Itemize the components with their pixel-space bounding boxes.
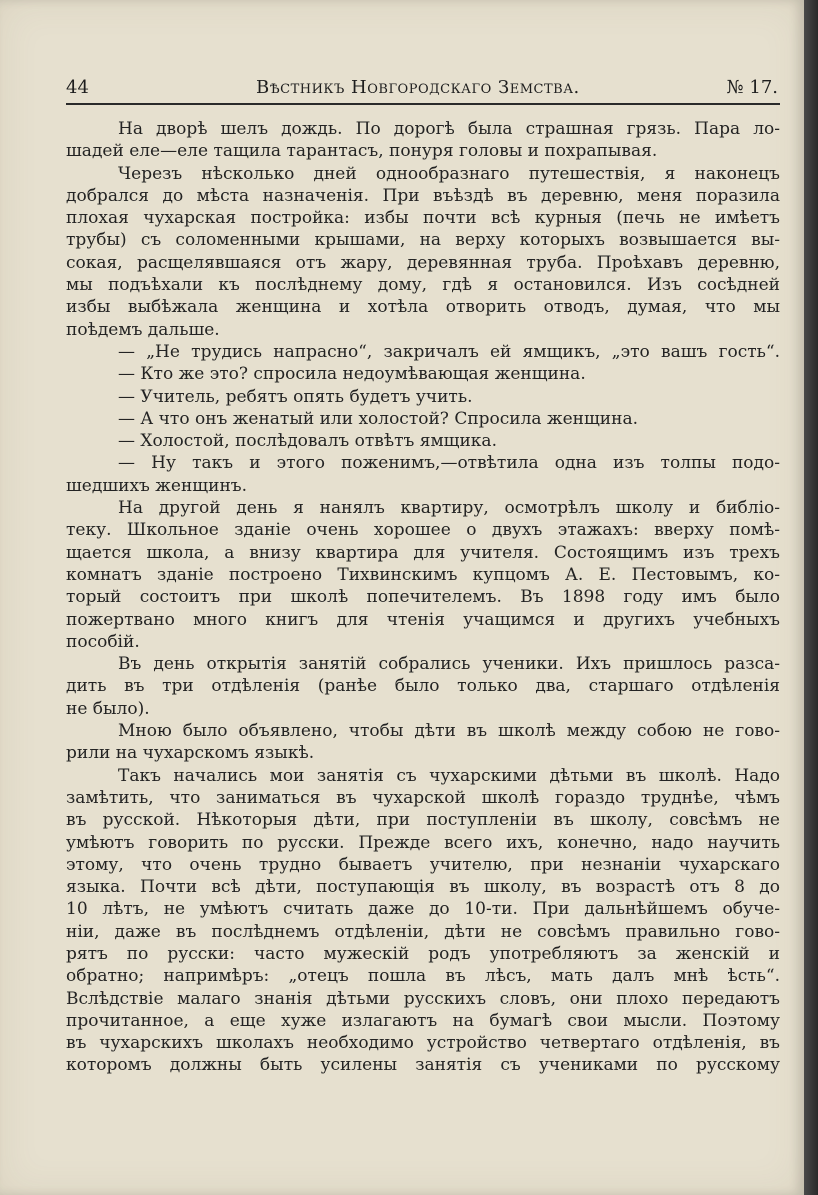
text-line: рятъ по русски: часто мужескій родъ употребляютъ за женскій и <box>66 943 780 964</box>
text-line: — Ну такъ и этого поженимъ,—отвѣтила одна изъ толпы подо- <box>118 453 780 474</box>
body-text <box>66 118 780 1077</box>
text-line: Черезъ нѣсколько дней однообразнаго путешествія, я наконецъ <box>118 163 780 184</box>
text-line: пожертвано много книгъ для чтенія учащимся и другихъ учебныхъ <box>66 609 780 630</box>
text-line: — Холостой, послѣдовалъ отвѣтъ ямщика. <box>118 431 497 452</box>
text-line: дить въ три отдѣленія (ранѣе было только два, старшаго отдѣленія <box>66 676 780 697</box>
text-line: теку. Школьное зданіе очень хорошее о двухъ этажахъ: вверху помѣ- <box>66 520 780 541</box>
text-line: Мною было объявлено, чтобы дѣти въ школѣ между собою не гово- <box>118 721 780 742</box>
text-line: — А что онъ женатый или холостой? Спросила женщина. <box>118 408 638 429</box>
text-line: рили на чухарскомъ языкѣ. <box>66 743 315 764</box>
text-line: Въ день открытія занятій собрались ученики. Ихъ пришлось разса- <box>118 654 780 675</box>
header-rule <box>66 103 780 105</box>
text-line: На другой день я нанялъ квартиру, осмотрѣлъ школу и библіо- <box>118 498 780 519</box>
text-line: — Учитель, ребятъ опять будетъ учить. <box>118 386 473 407</box>
running-header <box>66 74 778 104</box>
text-line: замѣтить, что заниматься въ чухарской школѣ гораздо труднѣе, чѣмъ <box>66 787 780 808</box>
text-line: плохая чухарская постройка: избы почти всѣ курныя (печь не имѣетъ <box>66 208 780 229</box>
text-line: 10 лѣтъ, не умѣютъ считать даже до 10-ти. При дальнѣйшемъ обуче- <box>66 899 780 920</box>
text-line: комнатъ зданіе построено Тихвинскимъ купцомъ А. Е. Пестовымъ, ко- <box>66 564 780 585</box>
text-line: обратно; напримѣръ: „отецъ пошла въ лѣсъ, мать далъ мнѣ ѣсть“. <box>66 966 780 987</box>
text-line: этому, что очень трудно бываетъ учителю, при незнаніи чухарскаго <box>66 854 780 875</box>
text-line: На дворѣ шелъ дождь. По дорогѣ была страшная грязь. Пара ло- <box>118 119 780 139</box>
text-line: — „Не трудись напрасно“, закричалъ ей ямщикъ, „это вашъ гость“. <box>118 341 780 362</box>
scan-edge <box>804 0 818 1195</box>
text-line: — Кто же это? спросила недоумѣвающая женщина. <box>118 364 586 385</box>
text-line: мы подъѣхали къ послѣднему дому, гдѣ я остановился. Изъ сосѣдней <box>66 275 780 296</box>
text-line: сокая, расщелявшаяся отъ жару, деревянная труба. Проѣхавъ деревню, <box>66 252 780 273</box>
text-line: умѣютъ говорить по русски. Прежде всего ихъ, конечно, надо научить <box>66 832 780 853</box>
text-line: въ русской. Нѣкоторыя дѣти, при поступленіи въ школу, совсѣмъ не <box>66 810 780 831</box>
text-line: пособій. <box>66 631 140 652</box>
text-line: щается школа, а внизу квартира для учителя. Состоящимъ изъ трехъ <box>66 542 780 563</box>
text-line: Такъ начались мои занятія съ чухарскими дѣтьми въ школѣ. Надо <box>118 765 780 786</box>
text-line: торый состоитъ при школѣ попечителемъ. Въ 1898 году имъ было <box>66 587 780 608</box>
page-number: 44 <box>66 77 89 98</box>
text-line: языка. Почти всѣ дѣти, поступающія въ школу, въ возрастѣ отъ 8 до <box>66 877 780 898</box>
text-line: трубы) съ соломенными крышами, на верху которыхъ возвышается вы- <box>66 230 780 251</box>
text-line: шадей еле—еле тащила тарантасъ, понуря головы и похрапывая. <box>66 141 658 162</box>
text-line: Вслѣдствіе малаго знанія дѣтьми русскихъ словъ, они плохо передаютъ <box>66 988 780 1009</box>
text-line: прочитанное, а еще хуже излагаютъ на бумагѣ свои мысли. Поэтому <box>66 1010 780 1031</box>
text-line: не было). <box>66 698 150 719</box>
text-line: которомъ должны быть усилены занятія съ учениками по русскому <box>66 1055 780 1076</box>
text-line: избы выбѣжала женщина и хотѣла отворить отводъ, думая, что мы <box>66 297 780 318</box>
issue-number: № 17. <box>726 77 778 98</box>
journal-title: Вѣстникъ Новгородскаго Земства. <box>256 77 580 98</box>
text-line: добрался до мѣста назначенія. При въѣздѣ въ деревню, меня поразила <box>66 185 780 206</box>
text-line: поѣдемъ дальше. <box>66 319 220 340</box>
text-line: въ чухарскихъ школахъ необходимо устройство четвертаго отдѣленія, въ <box>66 1033 780 1054</box>
text-line: шедшихъ женщинъ. <box>66 475 247 496</box>
text-line: ніи, даже въ послѣднемъ отдѣленіи, дѣти не совсѣмъ правильно гово- <box>66 921 780 942</box>
